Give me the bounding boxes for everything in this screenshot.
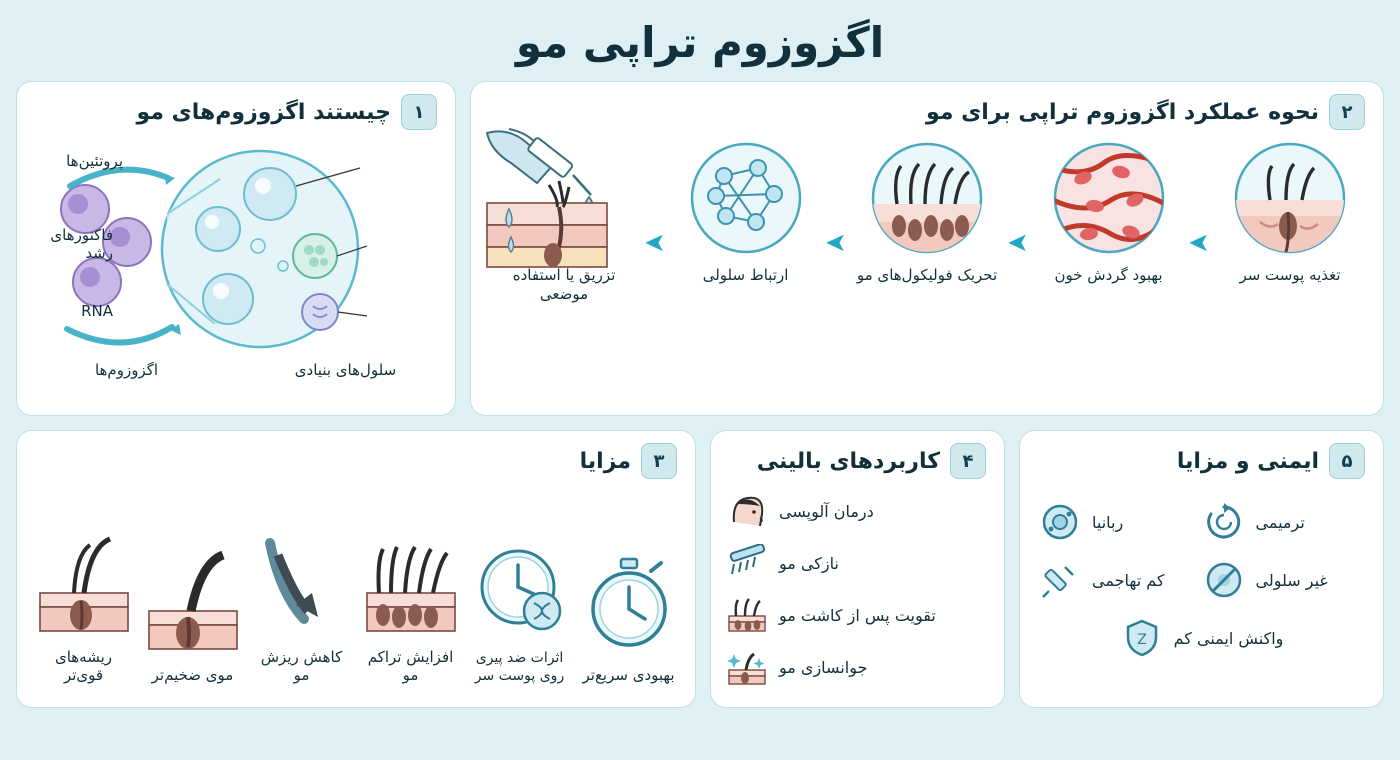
- stopwatch-icon: [579, 546, 679, 656]
- alopecia-head-icon: [725, 491, 769, 531]
- benefit-more-density: [361, 528, 461, 686]
- row-bottom: [16, 430, 1384, 708]
- card1-title: چیستند اگزوزوم‌های مو: [136, 99, 391, 125]
- clinical-items: [711, 483, 1004, 687]
- card3-title: مزایا: [579, 448, 631, 474]
- benefit-less-hairfall: [252, 528, 352, 686]
- card5-title: ایمنی و مزایا: [1176, 448, 1319, 474]
- transplant-follicle-icon: [725, 595, 769, 635]
- card5-header: [1020, 431, 1383, 483]
- label-stem-cells: سلول‌های بنیادی: [294, 361, 397, 380]
- safety-item-minimally-invasive: [1038, 558, 1202, 602]
- benefit-anti-aging: [470, 530, 570, 685]
- flow-arrow-4: ➤: [1188, 227, 1211, 258]
- flow-arrow-2: ➤: [825, 227, 848, 258]
- benefit-thick-hair: [143, 546, 243, 685]
- safety-item-5-label: واکنش ایمنی کم: [1173, 628, 1284, 648]
- cell-icon: [1038, 500, 1082, 544]
- card-how-it-works: [470, 81, 1384, 416]
- page-title: اگزوزوم تراپی مو: [515, 18, 885, 67]
- flow-step-3-label: تحریک فولیکول‌های مو: [856, 266, 998, 284]
- clinical-item-4-label: جوانسازی مو: [779, 657, 868, 677]
- flow-step-5-label: تغذیه پوست سر: [1239, 266, 1341, 284]
- benefit-2-label: موی ضخیم‌تر: [151, 666, 234, 685]
- flow-step-4-label: بهبود گردش خون: [1054, 266, 1163, 284]
- card1-illustration: [17, 134, 455, 384]
- follicle-stimulation-icon: [867, 138, 987, 258]
- card1-badge: ۱: [401, 94, 437, 130]
- benefit-items: [17, 483, 695, 685]
- rejuvenation-sparkle-icon: [725, 647, 769, 687]
- flow-step-injection: [489, 138, 639, 304]
- benefit-faster-recovery: [579, 546, 679, 685]
- benefit-4-label: افزایش تراکم مو: [367, 647, 454, 685]
- card2-badge: ۲: [1329, 94, 1365, 130]
- card-what-are-exosomes: [16, 81, 456, 416]
- svg-text:Z: Z: [1136, 632, 1147, 648]
- card2-title: نحوه عملکرد اگزوزوم تراپی برای مو: [926, 99, 1319, 125]
- shield-icon: [1120, 616, 1164, 660]
- less-hairfall-icon: [252, 528, 352, 638]
- flow-step-follicle-stimulation: [852, 138, 1002, 285]
- safety-item-low-immune-reaction: [1038, 616, 1365, 660]
- label-rna: RNA: [81, 302, 113, 320]
- safety-item-regenerative: [1202, 500, 1366, 544]
- benefit-1-label: ریشه‌های قوی‌تر: [54, 647, 113, 685]
- flow-step-2-label: ارتباط سلولی: [702, 266, 789, 284]
- process-flow: [471, 134, 1383, 304]
- card1-header: [17, 82, 455, 134]
- safety-item-1-label: ترمیمی: [1255, 512, 1305, 532]
- flow-step-1-label: تزریق یا استفاده موضعی: [512, 266, 616, 303]
- scalp-nutrition-icon: [1230, 138, 1350, 258]
- clinical-item-post-transplant: [725, 595, 990, 635]
- safety-item-3-label: غیر سلولی: [1255, 570, 1328, 590]
- flow-arrow-3: ➤: [1006, 227, 1029, 258]
- label-proteins: پروتئین‌ها: [66, 152, 123, 170]
- anti-aging-clock-icon: [470, 530, 570, 640]
- safety-items: [1020, 483, 1383, 667]
- row-top: [16, 81, 1384, 416]
- benefit-strong-roots: [34, 528, 134, 686]
- benefit-6-label: بهبودی سریع‌تر: [582, 666, 675, 685]
- more-density-icon: [361, 528, 461, 638]
- clinical-item-1-label: درمان آلوپسی: [779, 501, 874, 521]
- strong-roots-icon: [34, 528, 134, 638]
- flow-step-scalp-nutrition: [1215, 138, 1365, 285]
- syringe-skin-icon: [479, 138, 649, 258]
- flow-step-cell-communication: [671, 138, 821, 285]
- card-safety: [1019, 430, 1384, 708]
- card4-badge: ۴: [950, 443, 986, 479]
- card1-bottom-labels: [17, 361, 455, 380]
- non-cellular-icon: [1202, 558, 1246, 602]
- clinical-item-thinning: [725, 543, 990, 583]
- regenerate-arrows-icon: [1202, 500, 1246, 544]
- card3-header: [17, 431, 695, 483]
- clinical-item-alopecia: [725, 491, 990, 531]
- card4-title: کاربردهای بالینی: [756, 448, 940, 474]
- syringe-small-icon: [1038, 558, 1082, 602]
- blood-circulation-icon: [1049, 138, 1169, 258]
- cell-network-icon: [686, 138, 806, 258]
- safety-item-non-cellular: [1202, 558, 1366, 602]
- clinical-item-2-label: نازکی مو: [779, 553, 839, 573]
- safety-item-cell: [1038, 500, 1202, 544]
- clinical-item-3-label: تقویت پس از کاشت مو: [779, 605, 936, 625]
- card4-header: [711, 431, 1004, 483]
- card-benefits: [16, 430, 696, 708]
- card3-badge: ۳: [641, 443, 677, 479]
- safety-item-4-label: کم تهاجمی: [1092, 570, 1165, 590]
- clinical-item-rejuvenation: [725, 647, 990, 687]
- label-exosomes: اگزوزوم‌ها: [94, 361, 159, 380]
- comb-icon: [725, 543, 769, 583]
- benefit-5-label: اثرات ضد پیری روی پوست سر: [474, 650, 565, 684]
- safety-item-2-label: ربانیا: [1092, 512, 1124, 532]
- flow-step-blood-circulation: [1034, 138, 1184, 285]
- card-clinical-uses: [710, 430, 1005, 708]
- benefit-3-label: کاهش ریزش مو: [260, 647, 343, 685]
- thick-hair-icon: [143, 546, 243, 656]
- label-growth-factors: فاکتورهای رشد: [50, 226, 113, 262]
- card5-badge: ۵: [1329, 443, 1365, 479]
- flow-arrow-1: ➤: [643, 227, 666, 258]
